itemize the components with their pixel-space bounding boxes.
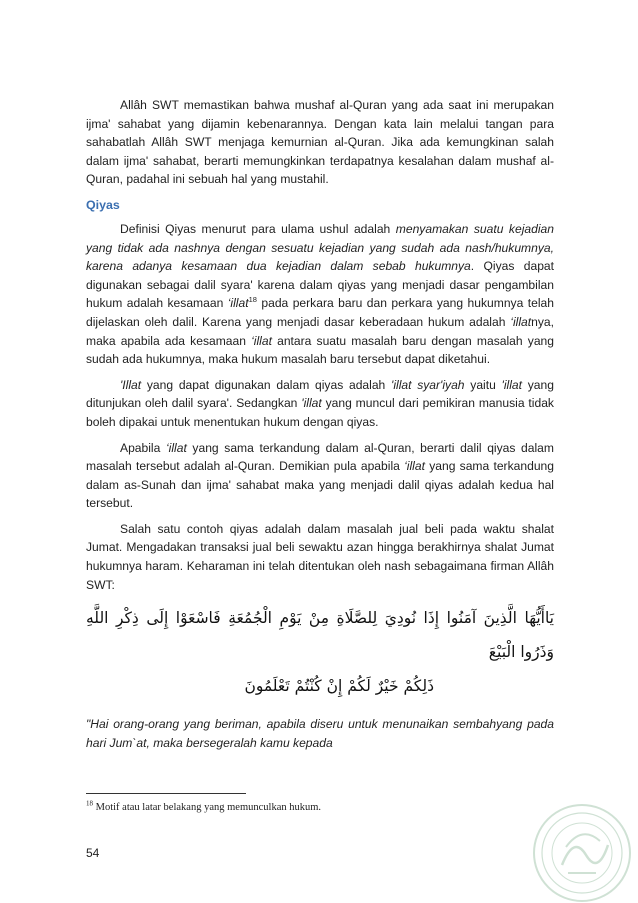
text-run: Apabila (120, 440, 166, 455)
text-run: yang ditunjukan oleh dalil syara'. Sedangkan (86, 377, 554, 411)
text-run: yang sama terkandung dalam as-Sunah dan ijma' sahabat maka yang menjadi dalil qiyas adalah kedua hal tersebut. (86, 459, 554, 511)
text-run: yang dapat digunakan dalam qiyas adalah (141, 377, 392, 392)
page-number: 54 (86, 846, 100, 860)
italic-term-illat: ‘illat (165, 440, 187, 455)
italic-term-illat: ‘illat (510, 314, 532, 329)
footnote-text: Motif atau latar belakang yang memunculkan hukum. (93, 802, 322, 813)
footnote-number: 18 (86, 799, 93, 808)
page-body (86, 96, 554, 759)
text-run: antara suatu masalah baru dengan masalah yang sudah ada hukumnya, maka hukum masalah baru tersebut dapat diketahui. (86, 333, 554, 367)
arabic-line-2: ذَلِكُمْ خَيْرٌ لَكُمْ إِنْ كُنْتُمْ تَعْلَمُونَ (244, 677, 434, 696)
university-seal-logo (524, 795, 632, 903)
quran-verse-arabic (86, 601, 554, 703)
text-run: yaitu (464, 377, 502, 392)
arabic-line-1: يَاأَيُّهَا الَّذِينَ آمَنُوا إِذَا نُودِيَ لِلصَّلَاةِ مِنْ يَوْمِ الْجُمُعَةِ فَاسْعَوْا إِلَى ذِكْرِ اللَّهِ وَذَرُوا الْبَيْعَ (86, 609, 554, 662)
italic-definition: menyamakan suatu kejadian yang tidak ada nashnya dengan sesuatu kejadian yang sudah ada nash/hukumnya, karena adanya kesamaan dua kejadian dalam sebab hukumnya (86, 221, 554, 274)
italic-term-illat: 'Illat (120, 377, 142, 392)
footnote-ref[interactable]: 18 (248, 295, 257, 305)
italic-term-illat: 'illat (501, 377, 523, 392)
paragraph-qiyas-definition (86, 220, 554, 369)
section-heading-qiyas: Qiyas (86, 197, 120, 212)
text-run: yang sama terkandung dalam al-Quran, berarti dalil qiyas dalam masalah tersebut adalah al-Quran. Demikian pula apabila (86, 440, 554, 474)
italic-term-illat: ‘illat (404, 459, 425, 474)
italic-term-illat: 'illat (301, 396, 322, 411)
text-run: pada perkara baru dan perkara yang hukumnya telah dijelaskan oleh dalil. Karena yang menjadi dasar keberadaan hukum adalah (86, 296, 554, 329)
verse-translation: "Hai orang-orang yang beriman, apabila diseru untuk menunaikan sembahyang pada hari Jum`at, maka bersegeralah kamu kepada (86, 717, 554, 750)
paragraph-illat-sources (86, 439, 554, 513)
text-run: yang muncul dari pemikiran manusia tidak boleh dipakai untuk menentukan hukum dengan qiyas. (86, 396, 554, 429)
footnote-divider (86, 793, 246, 794)
text-run: nya, maka apabila ada kesamaan (86, 314, 554, 348)
italic-term-illat-syariyah: 'illat syar'iyah (391, 377, 465, 392)
italic-term-illat: ‘illat (227, 296, 249, 311)
paragraph-jual-beli-example: Salah satu contoh qiyas adalah dalam masalah jual beli pada waktu shalat Jumat. Mengadakan transaksi jual beli sewaktu azan hingga berakhirnya shalat Jumat hukumnya haram. Keharaman ini telah ditentukan oleh nash sebagaimana firman Allâh SWT: (86, 521, 554, 592)
text-run: Definisi Qiyas menurut para ulama ushul adalah (120, 221, 396, 236)
paragraph-ijma: Allâh SWT memastikan bahwa mushaf al-Quran yang ada saat ini merupakan ijma' sahabat yang dijamin kebenarannya. Dengan kata lain melalui tangan para sahabatlah Allâh SWT menjaga kemurnian al-Quran. Jika ada kemungkinan salah dalam ijma' sahabat, berarti memungkinkan terdapatnya kesalahan dalam mushaf al-Quran, padahal ini sebuah hal yang mustahil. (86, 98, 554, 187)
paragraph-illat-syariyah (86, 376, 554, 432)
text-run: . Qiyas dapat digunakan sebagai dalil syara' karena dalam qiyas yang menjadi dasar pengambilan hukum adalah kesamaan (86, 259, 555, 311)
italic-term-illat: ‘illat (251, 333, 272, 348)
footnote (86, 799, 546, 813)
